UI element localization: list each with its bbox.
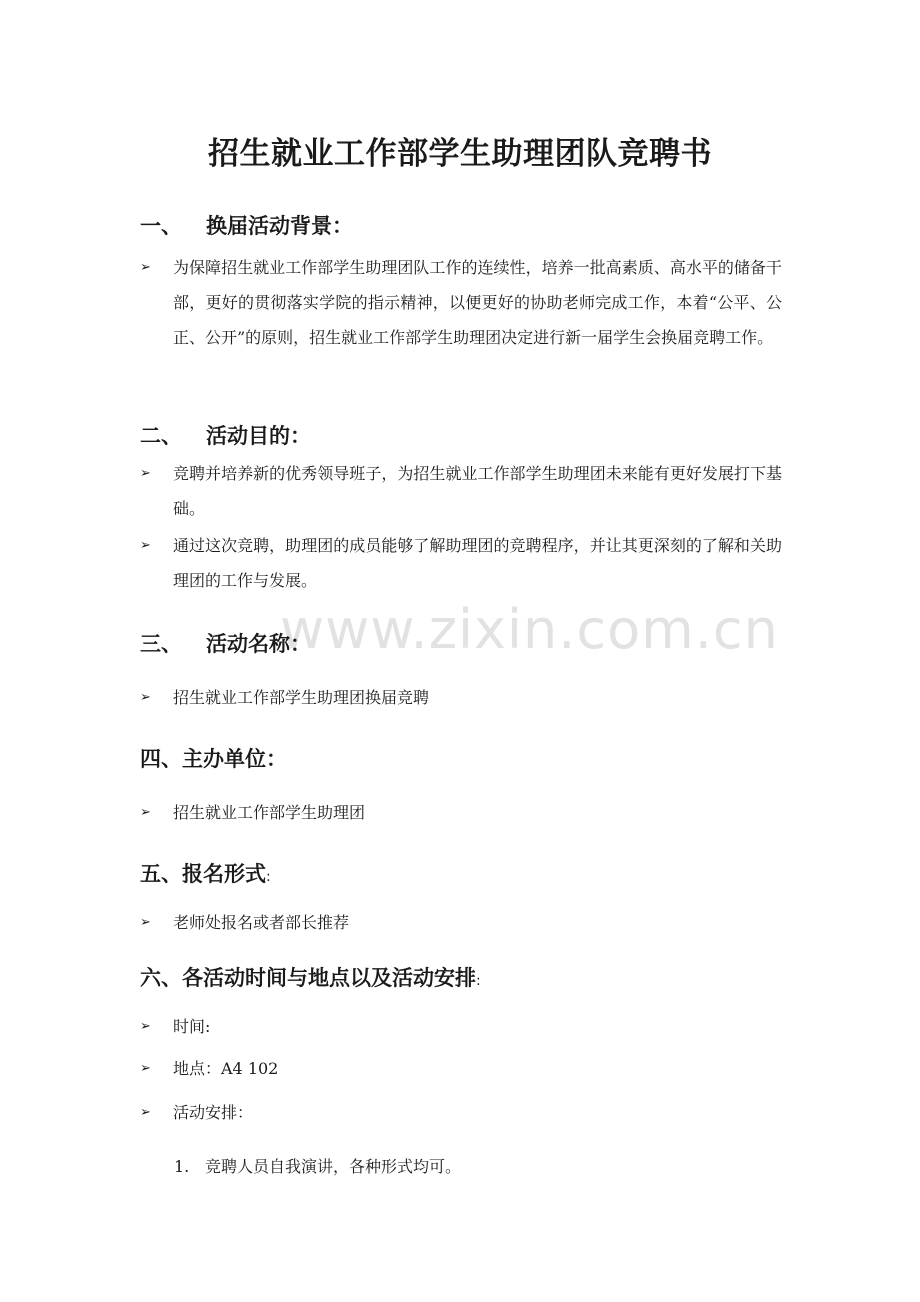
numbered-item xyxy=(174,1149,461,1184)
list-item xyxy=(140,1009,782,1044)
arrow-bullet-icon: ➢ xyxy=(140,805,151,820)
list-item-text: 地点：A4 102 xyxy=(173,1059,279,1078)
section-heading-5 xyxy=(140,858,271,888)
list-item-text: 通过这次竞聘，助理团的成员能够了解助理团的竞聘程序，并让其更深刻的了解和关助理团的工作与发展。 xyxy=(173,536,782,590)
list-item xyxy=(140,1051,782,1086)
arrow-bullet-icon: ➢ xyxy=(140,1105,151,1120)
list-item-text: 竞聘并培养新的优秀领导班子，为招生就业工作部学生助理团未来能有更好发展打下基础。 xyxy=(173,464,782,518)
section-heading-4 xyxy=(140,743,287,773)
section-heading-2 xyxy=(140,420,311,450)
list-item-text: 为保障招生就业工作部学生助理团队工作的连续性，培养一批高素质、高水平的储备干部，更好的贯彻落实学院的指示精神，以便更好的协助老师完成工作，本着“公平、公正、公开”的原则，招生就业工作部学生助理团决定进行新一届学生会换届竞聘工作。 xyxy=(173,258,782,347)
arrow-bullet-icon: ➢ xyxy=(140,538,151,553)
document-title: 招生就业工作部学生助理团队竞聘书 xyxy=(208,136,712,172)
numbered-item-text: 竞聘人员自我演讲，各种形式均可。 xyxy=(205,1157,462,1176)
section-heading-text: 活动名称： xyxy=(206,632,311,656)
list-item xyxy=(140,1095,782,1130)
section-heading-text: 五、报名形式 xyxy=(140,862,266,886)
section-heading-1 xyxy=(140,210,353,240)
section-heading-text: 六、各活动时间与地点以及活动安排 xyxy=(140,966,476,990)
list-item xyxy=(140,456,782,526)
list-item-text: 招生就业工作部学生助理团换届竞聘 xyxy=(173,688,430,707)
arrow-bullet-icon: ➢ xyxy=(140,1061,151,1076)
list-item-text: 时间: xyxy=(173,1017,211,1036)
section-heading-3 xyxy=(140,628,311,658)
arrow-bullet-icon: ➢ xyxy=(140,1019,151,1034)
section-heading-colon: : xyxy=(266,869,271,885)
list-item-text: 老师处报名或者部长推荐 xyxy=(173,913,350,932)
list-item xyxy=(140,250,782,355)
section-heading-6 xyxy=(140,962,481,992)
section-heading-text: 四、主办单位： xyxy=(140,747,287,771)
section-number: 一、 xyxy=(140,214,182,238)
section-heading-colon: : xyxy=(476,973,481,989)
list-item-text: 活动安排： xyxy=(173,1103,254,1122)
list-item xyxy=(140,795,782,830)
arrow-bullet-icon: ➢ xyxy=(140,915,151,930)
section-number: 三、 xyxy=(140,632,182,656)
arrow-bullet-icon: ➢ xyxy=(140,466,151,481)
section-number: 二、 xyxy=(140,424,182,448)
numbered-item-number: 1. xyxy=(174,1157,190,1176)
list-item-text: 招生就业工作部学生助理团 xyxy=(173,803,366,822)
arrow-bullet-icon: ➢ xyxy=(140,260,151,275)
watermark-text: www.zixin.com.cn xyxy=(280,598,779,661)
list-item xyxy=(140,528,782,598)
list-item xyxy=(140,905,782,940)
section-heading-text: 活动目的： xyxy=(206,424,311,448)
section-heading-text: 换届活动背景： xyxy=(206,214,353,238)
arrow-bullet-icon: ➢ xyxy=(140,690,151,705)
list-item xyxy=(140,680,782,715)
